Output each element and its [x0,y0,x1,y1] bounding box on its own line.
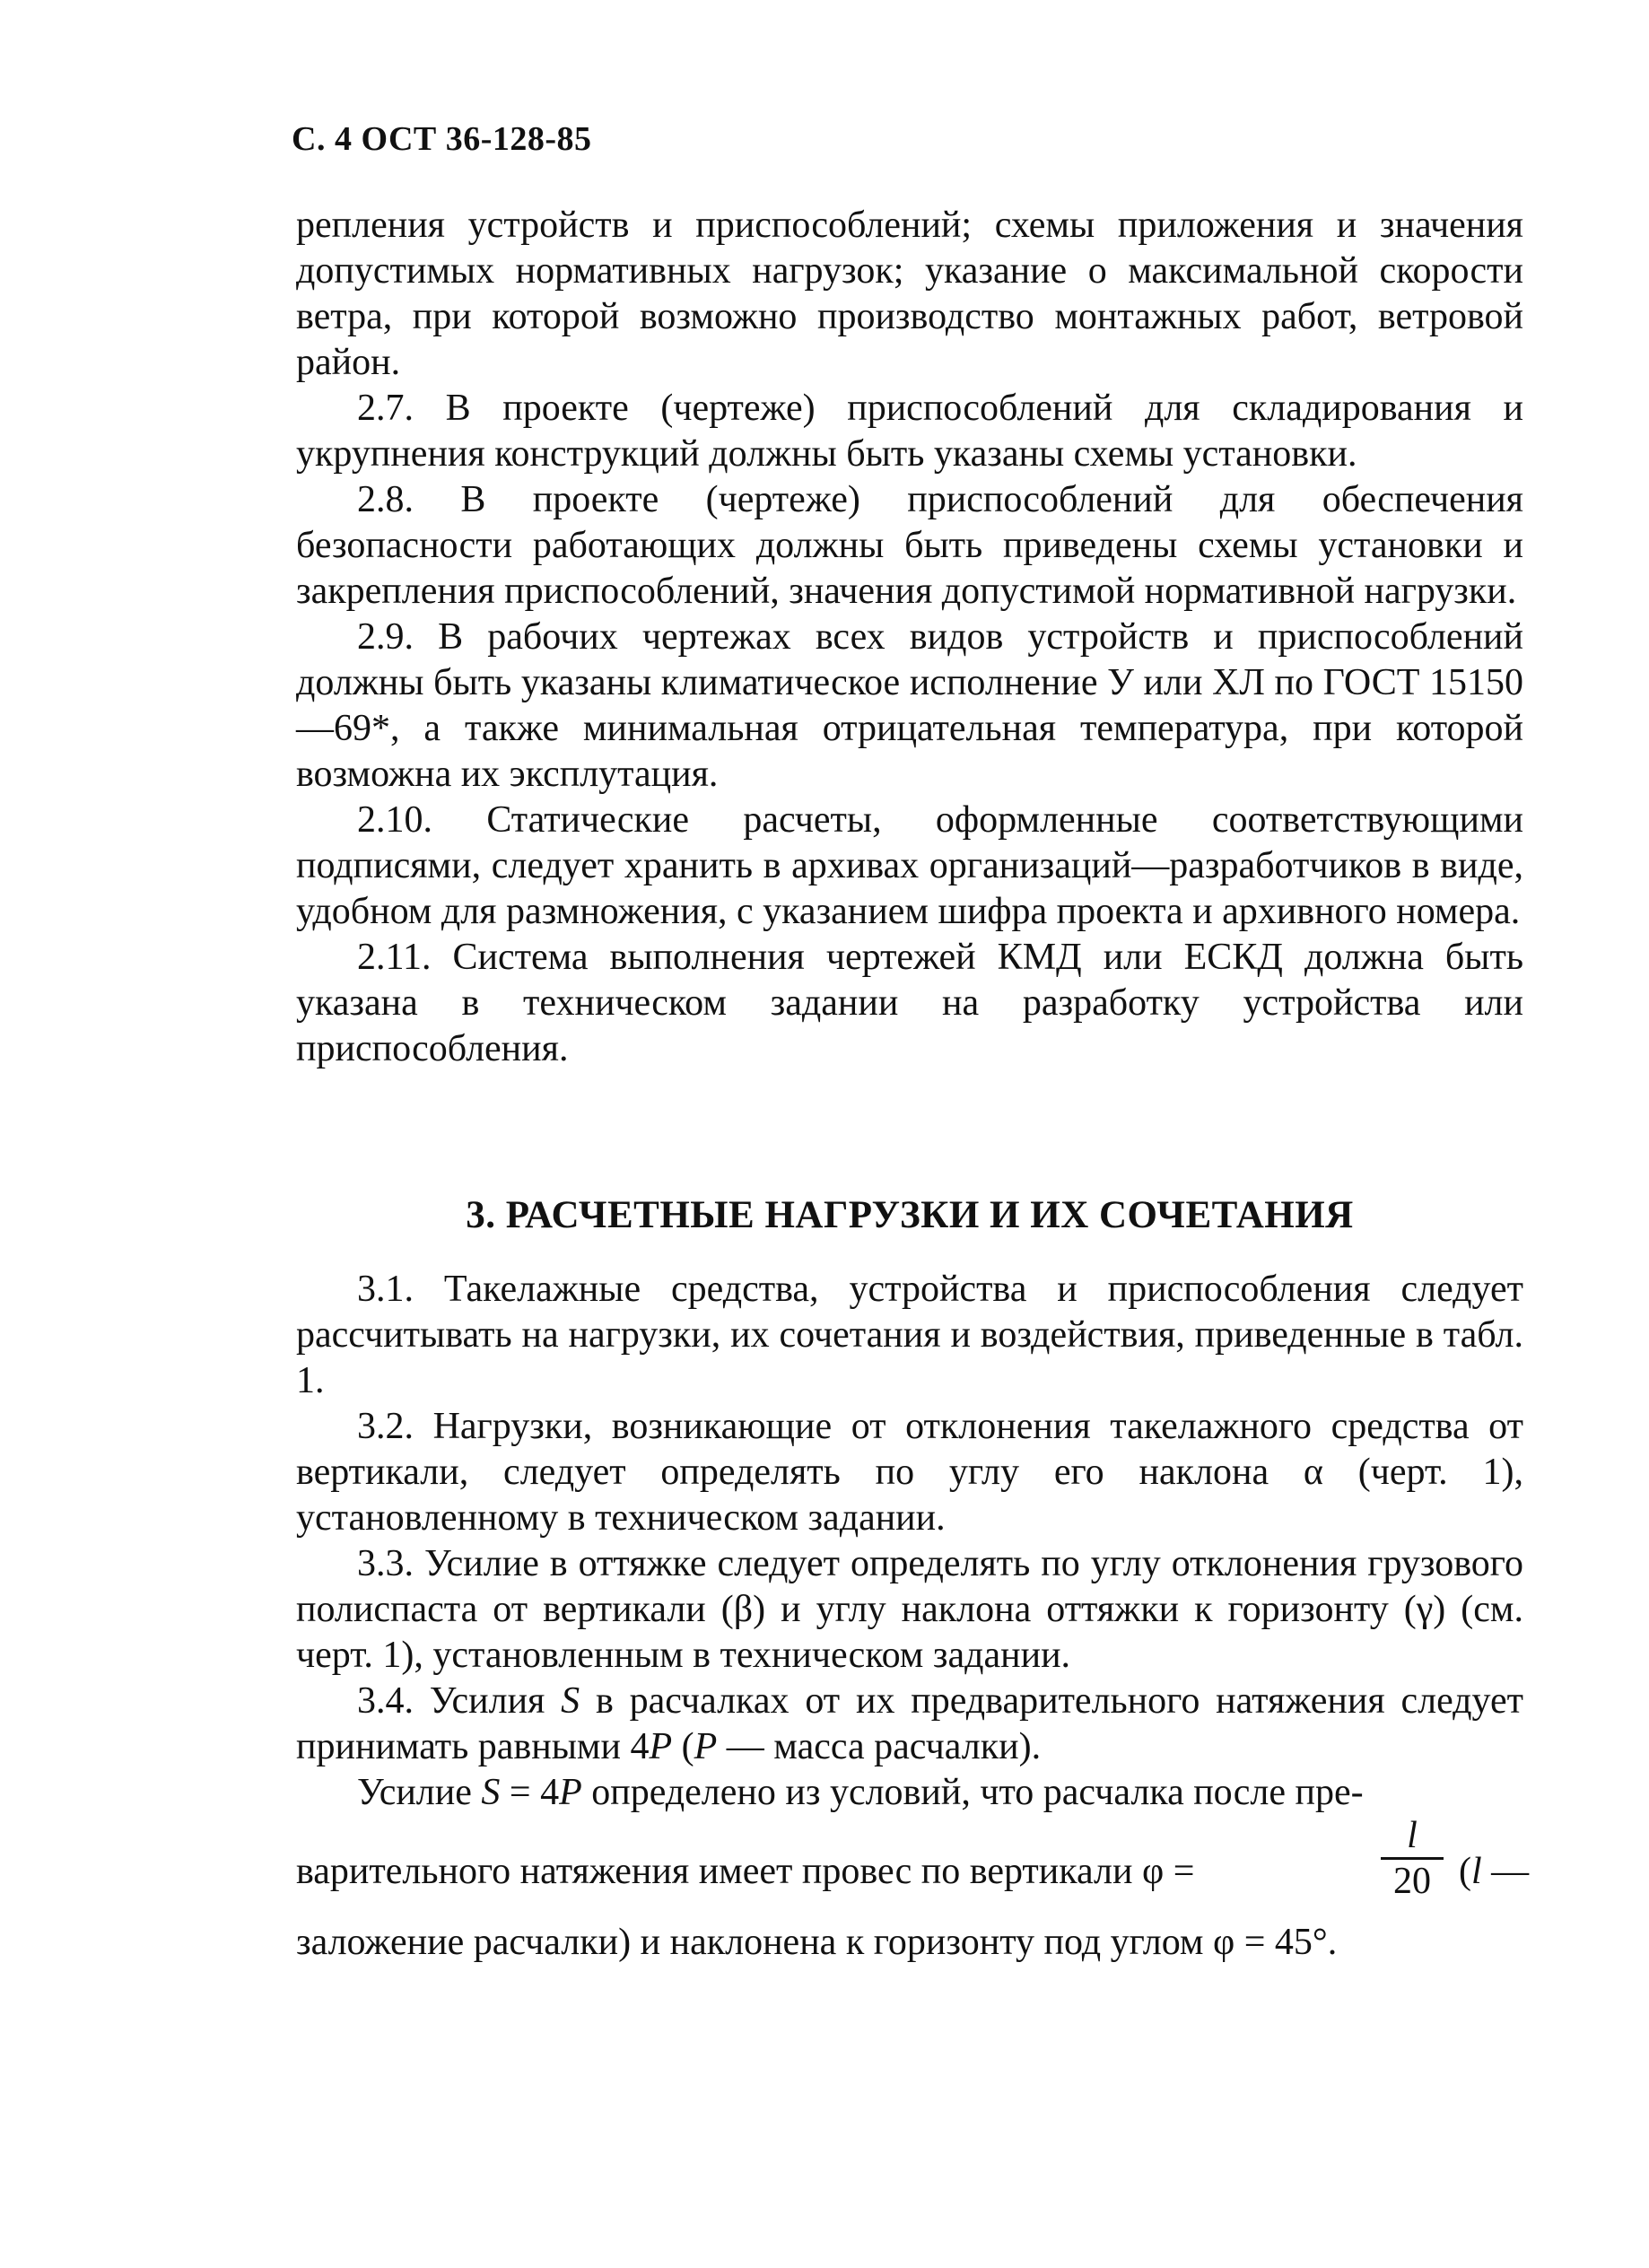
p35-text-c: определено из условий, что расчалка после пре- [581,1772,1364,1813]
paragraph-2-11: 2.11. Система выполнения чертежей КМД или ЕСКД должна быть указана в техническом задании на разработку устройства или приспособления. [296,937,1523,1069]
fraction-bar [1381,1857,1444,1860]
p34-text-d: — масса расчалки). [717,1726,1042,1767]
symbol-l: l [1471,1851,1482,1892]
symbol-S: S [481,1772,501,1813]
formula-text-after: (l — [1459,1851,1530,1892]
p35-text-a: Усилие [357,1772,482,1813]
paragraph-3-4 [296,1679,1523,1770]
paragraph-2-10: 2.10. Статические расчеты, оформленные соответствующими подписями, следует хранить в архивах организаций—разработчиков в виде, удобном для размножения, с указанием шифра проекта и архивного номера. [296,799,1523,932]
paragraph-3-2: 3.2. Нагрузки, возникающие от отклонения такелажного средства от вертикали, следует определять по углу его наклона α (черт. 1), установленному в техническом задании. [296,1406,1523,1539]
fraction [1377,1816,1447,1901]
p34-text-c: ( [672,1726,694,1767]
paragraph-final: заложение расчалки) и наклонена к горизонту под углом φ = 45°. [296,1922,1338,1963]
symbol-S: S [561,1680,580,1722]
paragraph-2-8: 2.8. В проекте (чертеже) приспособлений для обеспечения безопасности работающих должны быть приведены схемы установки и закрепления приспособлений, значения допустимой нормативной нагрузки. [296,479,1523,612]
fraction-numerator: l [1407,1815,1418,1856]
formula-line [296,1815,1530,1920]
p34-text-b: в расчалках от их предварительного натяжения следует принимать равными 4 [296,1680,1523,1767]
paragraph-3-1: 3.1. Такелажные средства, устройства и приспособления следует рассчитывать на нагрузки, их сочетания и воздействия, приведенные в табл. 1. [296,1269,1523,1401]
paragraph-3-3: 3.3. Усилие в оттяжке следует определять по углу отклонения грузового полиспаста от вертикали (β) и углу наклона оттяжки к горизонту (γ) (см. черт. 1), установленным в техническом задании. [296,1543,1523,1676]
symbol-P: P [694,1726,718,1767]
paragraph-continued: репления устройств и приспособлений; схемы приложения и значения допустимых нормативных нагрузок; указание о максимальной скорости ветра, при которой возможно производство монтажных работ, ветровой район. [296,205,1523,383]
fraction-denominator: 20 [1393,1861,1431,1902]
paragraph-2-9: 2.9. В рабочих чертежах всех видов устройств и приспособлений должны быть указаны климатическое исполнение У или ХЛ по ГОСТ 15150—69*, а также минимальная отрицательная температура, при которой возможна их эксплутация. [296,616,1523,795]
formula-text-before: варительного натяжения имеет провес по вертикали φ = [296,1851,1195,1892]
section-2-text [296,203,1523,1072]
p34-text-a: 3.4. Усилия [357,1680,562,1722]
section-3-heading: 3. РАСЧЕТНЫЕ НАГРУЗКИ И ИХ СОЧЕТАНИЯ [466,1194,1354,1236]
symbol-P: P [559,1772,582,1813]
page-header: С. 4 ОСТ 36-128-85 [292,120,592,158]
symbol-P: P [649,1726,673,1767]
p35-text-b: = 4 [500,1772,560,1813]
paragraph-effort [296,1770,1523,1816]
paragraph-2-7: 2.7. В проекте (чертеже) приспособлений для складирования и укрупнения конструкций должны быть указаны схемы установки. [296,388,1523,475]
formula-dash: — [1481,1851,1530,1892]
section-3-text [296,1267,1530,1966]
